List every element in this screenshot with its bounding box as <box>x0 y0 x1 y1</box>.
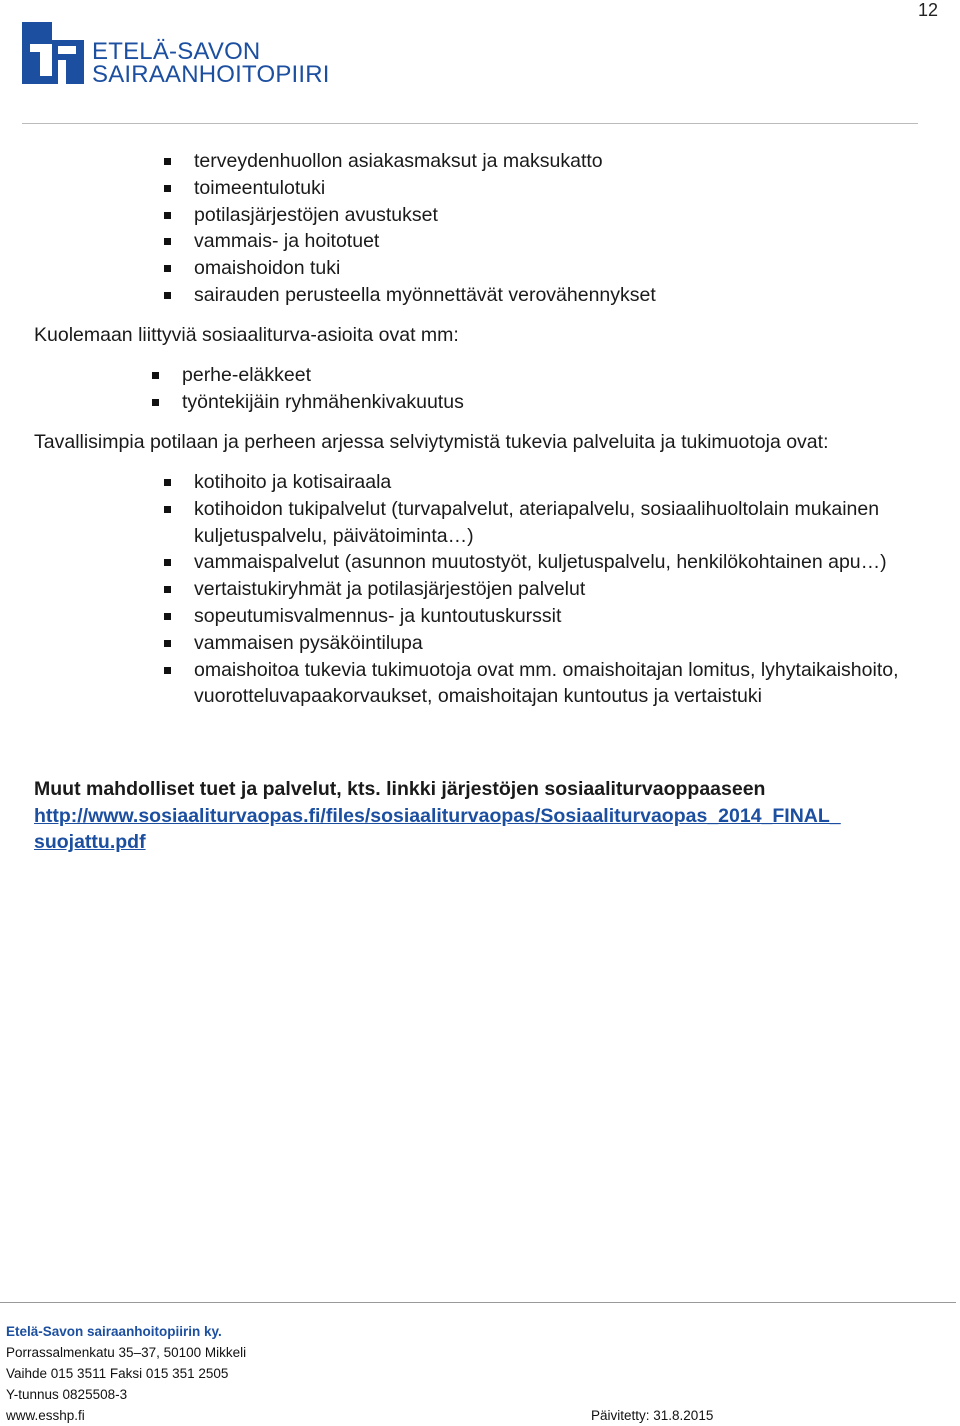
list-item: vertaistukiryhmät ja potilasjärjestöjen palvelut <box>194 576 924 603</box>
list-item: vammaispalvelut (asunnon muutostyöt, kuljetuspalvelu, henkilökohtainen apu…) <box>194 549 924 576</box>
closing-paragraph <box>34 776 934 856</box>
list-item: perhe-eläkkeet <box>182 362 464 389</box>
footer-phone: Vaihde 015 3511 Faksi 015 351 2505 <box>6 1366 229 1381</box>
list-item: omaishoidon tuki <box>194 255 656 282</box>
list-item: terveydenhuollon asiakasmaksut ja maksukatto <box>194 148 656 175</box>
logo-mark-icon <box>22 22 84 84</box>
list-item: toimeentulotuki <box>194 175 656 202</box>
footer-updated-date: Päivitetty: 31.8.2015 <box>591 1408 714 1423</box>
footer-divider <box>0 1302 956 1303</box>
list-item: vammais- ja hoitotuet <box>194 228 656 255</box>
list-item: työntekijäin ryhmähenkivakuutus <box>182 389 464 416</box>
death-related-list <box>182 362 464 416</box>
footer-org-name: Etelä-Savon sairaanhoitopiirin ky. <box>6 1324 222 1339</box>
logo-title-line1: ETELÄ-SAVON <box>92 38 261 65</box>
closing-text: Muut mahdolliset tuet ja palvelut, kts. linkki järjestöjen sosiaaliturvaoppaaseen <box>34 778 766 800</box>
list-item: kotihoidon tukipalvelut (turvapalvelut, ateriapalvelu, sosiaalihuoltolain mukainen kuljetuspalvelu, päivätoiminta…) <box>194 496 924 550</box>
guide-link[interactable] <box>34 805 841 854</box>
footer-website[interactable]: www.esshp.fi <box>6 1408 85 1423</box>
guide-link-line2[interactable]: suojattu.pdf <box>34 831 146 853</box>
page-number: 12 <box>917 0 938 20</box>
list-item: omaishoitoa tukevia tukimuotoja ovat mm. omaishoitajan lomitus, lyhytaikaishoito, vuorotteluvapaakorvaukset, omaishoitajan kuntoutus ja vertaistuki <box>194 657 924 711</box>
logo-title-line2: SAIRAANHOITOPIIRI <box>92 61 330 88</box>
services-list <box>194 469 924 710</box>
footer <box>6 1321 714 1426</box>
list-item: sopeutumisvalmennus- ja kuntoutuskurssit <box>194 603 924 630</box>
organization-logo <box>22 22 330 86</box>
list-item: sairauden perusteella myönnettävät verovähennykset <box>194 282 656 309</box>
list-item: vammaisen pysäköintilupa <box>194 630 924 657</box>
death-related-paragraph: Kuolemaan liittyviä sosiaaliturva-asioita ovat mm: <box>34 324 459 346</box>
services-paragraph: Tavallisimpia potilaan ja perheen arjessa selviytymistä tukevia palveluita ja tukimuotoja ovat: <box>34 431 829 453</box>
footer-business-id: Y-tunnus 0825508-3 <box>6 1387 128 1402</box>
list-item: potilasjärjestöjen avustukset <box>194 202 656 229</box>
guide-link-line1[interactable]: http://www.sosiaaliturvaopas.fi/files/sosiaaliturvaopas/Sosiaaliturvaopas_2014_FINAL_ <box>34 804 841 827</box>
footer-address: Porrassalmenkatu 35–37, 50100 Mikkeli <box>6 1345 247 1360</box>
benefits-list <box>194 148 656 309</box>
list-item: kotihoito ja kotisairaala <box>194 469 924 496</box>
header-divider <box>22 123 918 124</box>
